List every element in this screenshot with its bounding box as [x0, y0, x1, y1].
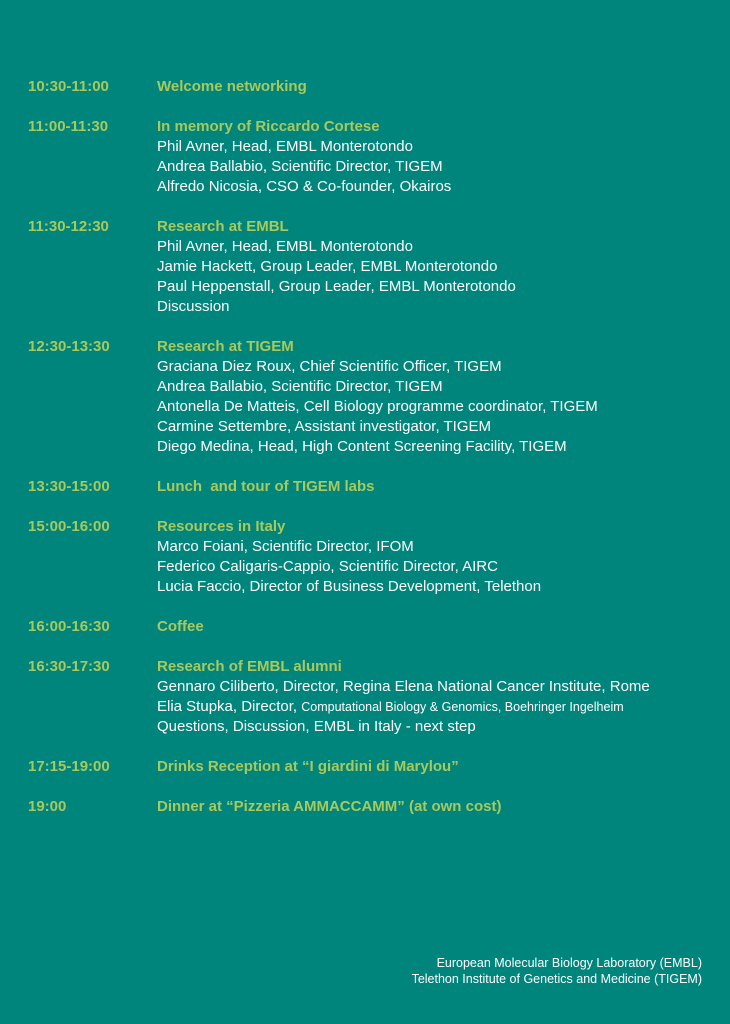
session-1100: [28, 117, 718, 197]
session-content: [157, 797, 718, 817]
session-title: Research of EMBL alumni: [157, 658, 342, 675]
session-time: 19:00: [28, 798, 67, 815]
speaker-line: Jamie Hackett, Group Leader, EMBL Monterotondo: [157, 258, 498, 275]
session-1900: [28, 797, 718, 817]
session-title: Research at EMBL: [157, 218, 289, 235]
session-1715: [28, 757, 718, 777]
session-title: Welcome networking: [157, 78, 307, 95]
speaker-line: Marco Foiani, Scientific Director, IFOM: [157, 538, 414, 555]
session-content: [157, 517, 718, 597]
session-time: 16:00-16:30: [28, 618, 110, 635]
session-time: 17:15-19:00: [28, 758, 110, 775]
speaker-name: Elia Stupka, Director,: [157, 698, 302, 715]
footer-line-tigem: Telethon Institute of Genetics and Medicine (TIGEM): [411, 972, 702, 986]
session-title: In memory of Riccardo Cortese: [157, 118, 380, 135]
speaker-line: Lucia Faccio, Director of Business Development, Telethon: [157, 578, 542, 595]
session-content: [157, 77, 718, 97]
speaker-line: Federico Caligaris-Cappio, Scientific Director, AIRC: [157, 558, 498, 575]
agenda: [28, 77, 718, 837]
speaker-line: Questions, Discussion, EMBL in Italy - next step: [157, 718, 476, 735]
session-time: 16:30-17:30: [28, 658, 110, 675]
speaker-line: Carmine Settembre, Assistant investigator, TIGEM: [157, 418, 492, 435]
session-title: Research at TIGEM: [157, 338, 294, 355]
speaker-line: Diego Medina, Head, High Content Screening Facility, TIGEM: [157, 438, 567, 455]
session-1230: [28, 337, 718, 457]
session-title: Drinks Reception at “I giardini di Marylou”: [157, 758, 459, 775]
session-time: 12:30-13:30: [28, 338, 110, 355]
session-1600: [28, 617, 718, 637]
session-1030: [28, 77, 718, 97]
session-time: 11:00-11:30: [28, 118, 109, 135]
session-content: [157, 217, 718, 317]
session-time: 10:30-11:00: [28, 78, 109, 95]
speaker-line: Andrea Ballabio, Scientific Director, TIGEM: [157, 158, 443, 175]
speaker-line: Phil Avner, Head, EMBL Monterotondo: [157, 238, 413, 255]
footer-line-embl: European Molecular Biology Laboratory (EMBL): [436, 956, 702, 970]
speaker-line: Andrea Ballabio, Scientific Director, TIGEM: [157, 378, 443, 395]
session-title: Dinner at “Pizzeria AMMACCAMM” (at own cost): [157, 798, 502, 815]
session-time: 13:30-15:00: [28, 478, 110, 495]
footer: [412, 955, 702, 987]
session-title: Coffee: [157, 618, 204, 635]
session-title: Lunch and tour of TIGEM labs: [157, 478, 375, 495]
session-content: [157, 617, 718, 637]
speaker-line: Antonella De Matteis, Cell Biology programme coordinator, TIGEM: [157, 398, 598, 415]
speaker-line: Paul Heppenstall, Group Leader, EMBL Monterotondo: [157, 278, 516, 295]
speaker-line: Gennaro Ciliberto, Director, Regina Elena National Cancer Institute, Rome: [157, 678, 650, 695]
session-1500: [28, 517, 718, 597]
session-content: [157, 657, 718, 737]
speaker-line: Alfredo Nicosia, CSO & Co-founder, Okairos: [157, 178, 452, 195]
session-content: [157, 117, 718, 197]
session-content: [157, 757, 718, 777]
session-1330: [28, 477, 718, 497]
session-1130: [28, 217, 718, 317]
session-content: [157, 477, 718, 497]
speaker-line-stupka: [157, 697, 718, 717]
session-time: 15:00-16:00: [28, 518, 110, 535]
speaker-affiliation: Computational Biology & Genomics, Boehringer Ingelheim: [301, 700, 624, 714]
session-time: 11:30-12:30: [28, 218, 109, 235]
speaker-line: Discussion: [157, 298, 230, 315]
session-title: Resources in Italy: [157, 518, 286, 535]
session-1630: [28, 657, 718, 737]
speaker-line: Phil Avner, Head, EMBL Monterotondo: [157, 138, 413, 155]
speaker-line: Graciana Diez Roux, Chief Scientific Officer, TIGEM: [157, 358, 502, 375]
session-content: [157, 337, 718, 457]
